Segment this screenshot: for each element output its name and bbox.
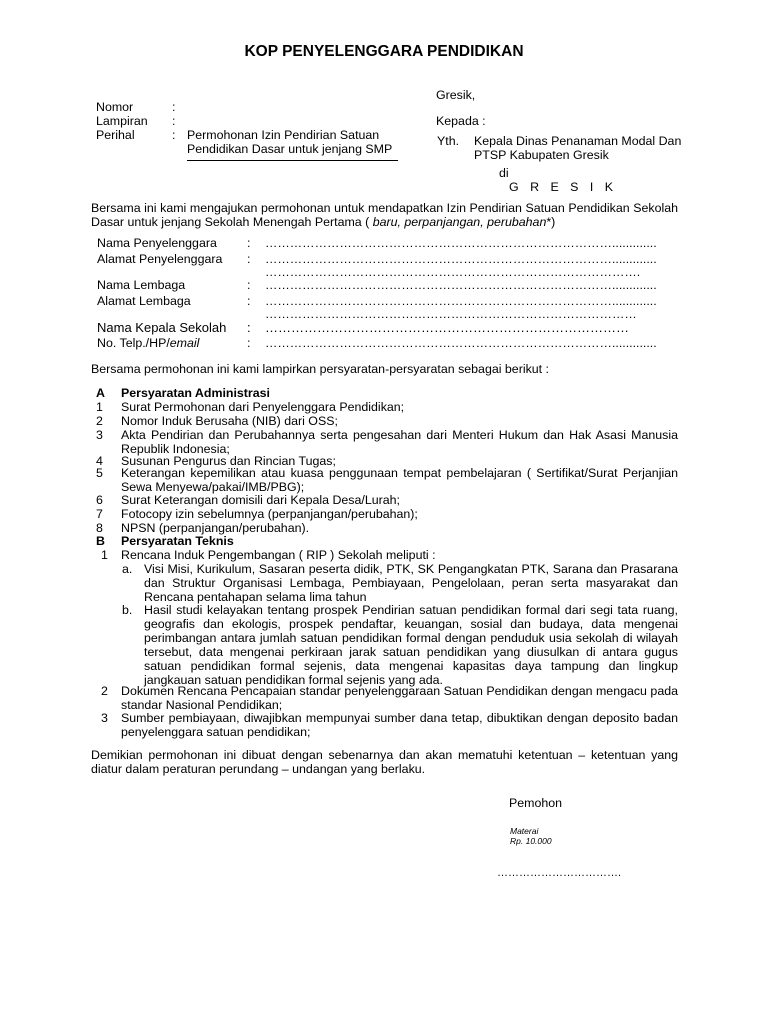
field-colon: : — [247, 320, 251, 335]
field-dots: …………………………………………………………………………............. — [265, 278, 657, 292]
field-dots-continuation: ………………………………………………………………………………. — [265, 265, 641, 279]
perihal-line-2: Pendidikan Dasar untuk jenjang SMP — [187, 142, 393, 156]
sub-item-letter: b. — [122, 603, 133, 617]
intro-paragraph — [91, 201, 678, 229]
field-nama-penyelenggara — [97, 236, 657, 250]
list-item: Nomor Induk Berusaha (NIB) dari OSS; — [121, 414, 338, 428]
list-item: Akta Pendirian dan Perubahannya serta pengesahan dari Menteri Hukum dan Hak Asasi Manusia Republik Indonesia; — [121, 428, 678, 456]
list-item: Fotocopy izin sebelumnya (perpanjangan/perubahan); — [121, 507, 418, 521]
nomor-label: Nomor — [96, 100, 134, 114]
item-number: 2 — [96, 414, 103, 428]
field-nama-lembaga — [97, 278, 657, 292]
field-colon: : — [247, 336, 251, 350]
signature-label: Pemohon — [509, 796, 563, 810]
field-telp — [97, 336, 657, 350]
item-number: 5 — [96, 466, 103, 480]
materai-nominal: Rp. 10.000 — [510, 836, 552, 846]
letterhead-title: KOP PENYELENGGARA PENDIDIKAN — [244, 43, 524, 60]
item-number: 3 — [96, 428, 103, 442]
intro-tail: *) — [546, 215, 556, 229]
lampiran-label: Lampiran — [96, 114, 148, 128]
place-date: Gresik, — [436, 88, 476, 102]
list-item: Dokumen Rencana Pencapaian standar penyelenggaraan Satuan Pendidikan dengan mengacu pada standar Nasional Pendidikan; — [121, 684, 678, 712]
meta-nomor — [96, 100, 175, 114]
sub-item: Visi Misi, Kurikulum, Sasaran peserta didik, PTK, SK Pengangkatan PTK, Sarana dan Prasarana dan Struktur Organisasi Lembaga, Pembiayaan, Pengelolaan, peran serta masyarakat dan Rencana pentahapan selama lima tahun — [144, 562, 678, 604]
di-label: di — [499, 166, 509, 180]
section-a-title: Persyaratan Administrasi — [121, 386, 270, 400]
field-label-wrap — [97, 336, 247, 350]
list-item: Surat Keterangan domisili dari Kepala Desa/Lurah; — [121, 493, 400, 507]
item-number: 1 — [96, 400, 103, 414]
list-item: Keterangan kepemilikan atau kuasa penggunaan tempat pembelajaran ( Sertifikat/Surat Perjanjian Sewa Menyewa/pakai/IMB/PBG); — [121, 466, 678, 494]
sub-item: Hasil studi kelayakan tentang prospek Pendirian satuan pendidikan formal dari segi tata ruang, geografis dan ekologis, prospek pendaftar, keuangan, sosial dan budaya, data mengenai perimbangan antara jumlah satuan pendidikan formal dengan penduduk usia sekolah di wilayah tersebut, data mengenai perkiraan jarak satuan pendidikan yang diusulkan di antara gugus satuan pendidikan formal sejenis, data mengenai kapasitas daya tampung dan lingkup jangkauan satuan pendidikan formal sejenis yang ada. — [144, 603, 678, 687]
field-label: Nama Penyelenggara — [97, 236, 217, 250]
materai-label: Materai — [510, 826, 539, 836]
field-label: No. Telp./HP/ — [97, 336, 170, 350]
recipient-line-1: Kepala Dinas Penanaman Modal Dan — [474, 134, 682, 148]
field-colon: : — [247, 278, 251, 292]
field-colon: : — [247, 252, 251, 266]
field-colon: : — [247, 236, 251, 250]
item-number: 2 — [101, 684, 108, 698]
perihal-label: Perihal — [96, 128, 135, 142]
section-b-letter: B — [96, 534, 105, 548]
item-number: 1 — [101, 548, 108, 562]
meta-perihal — [96, 128, 175, 142]
item-number: 4 — [96, 454, 103, 468]
perihal-line-1: Permohonan Izin Pendirian Satuan — [187, 128, 380, 142]
section-b-title: Persyaratan Teknis — [121, 534, 234, 548]
field-dots: …………………………………………………………………………............. — [265, 236, 657, 250]
field-alamat-penyelenggara — [97, 252, 657, 266]
list-item: Surat Permohonan dari Penyelenggara Pendidikan; — [121, 400, 405, 414]
field-nama-kepala-sekolah — [97, 321, 629, 335]
city-name: G R E S I K — [509, 180, 618, 194]
lampiran-colon: : — [172, 114, 176, 128]
perihal-colon: : — [172, 128, 176, 142]
signature-dots: ……………………………. — [497, 867, 622, 879]
field-label: Alamat Lembaga — [97, 294, 191, 308]
field-label: Nama Kepala Sekolah — [97, 320, 227, 335]
field-label: Nama Lembaga — [97, 278, 186, 292]
sub-item-letter: a. — [122, 562, 133, 576]
item-number: 8 — [96, 521, 103, 535]
kepada-label: Kepada : — [436, 114, 486, 128]
nomor-colon: : — [172, 100, 176, 114]
list-item: Susunan Pengurus dan Rincian Tugas; — [121, 454, 336, 468]
perihal-underline — [187, 160, 398, 161]
item-number: 7 — [96, 507, 103, 521]
list-item: Sumber pembiayaan, diwajibkan mempunyai sumber dana tetap, dibuktikan dengan deposito badan penyelenggara satuan pendidikan; — [121, 711, 678, 739]
field-dots-continuation: ……………………………………………………………………………… — [265, 307, 637, 321]
item-number: 6 — [96, 493, 103, 507]
item-number: 3 — [101, 711, 108, 725]
intro-text: Bersama ini kami mengajukan permohonan untuk mendapatkan Izin Pendirian Satuan Pendidikan Sekolah Dasar untuk jenjang Sekolah Menengah Pertama ( — [91, 201, 678, 229]
field-dots: …………………………………………………………………………............. — [265, 252, 657, 266]
section-a-letter: A — [96, 386, 105, 400]
field-dots: ………………………………………………………………………… — [265, 320, 629, 335]
field-label: Alamat Penyelenggara — [97, 252, 223, 266]
list-item: Rencana Induk Pengembangan ( RIP ) Sekolah meliputi : — [121, 548, 436, 562]
recipient-line-2: PTSP Kabupaten Gresik — [474, 148, 609, 162]
field-dots: …………………………………………………………………………............. — [265, 294, 657, 308]
field-label-italic: email — [169, 336, 200, 350]
meta-lampiran — [96, 114, 175, 128]
intro-italic: baru, perpanjangan, perubahan — [372, 215, 547, 229]
field-dots: …………………………………………………………………………............. — [265, 336, 657, 350]
lampiran-intro: Bersama permohonan ini kami lampirkan persyaratan-persyaratan sebagai berikut : — [91, 362, 549, 376]
list-item: NPSN (perpanjangan/perubahan). — [121, 521, 310, 535]
field-alamat-lembaga — [97, 294, 657, 308]
field-colon: : — [247, 294, 251, 308]
closing-paragraph: Demikian permohonan ini dibuat dengan sebenarnya dan akan mematuhi ketentuan – ketentuan yang diatur dalam peraturan perundang – undangan yang berlaku. — [91, 748, 678, 776]
yth-label: Yth. — [437, 134, 460, 148]
